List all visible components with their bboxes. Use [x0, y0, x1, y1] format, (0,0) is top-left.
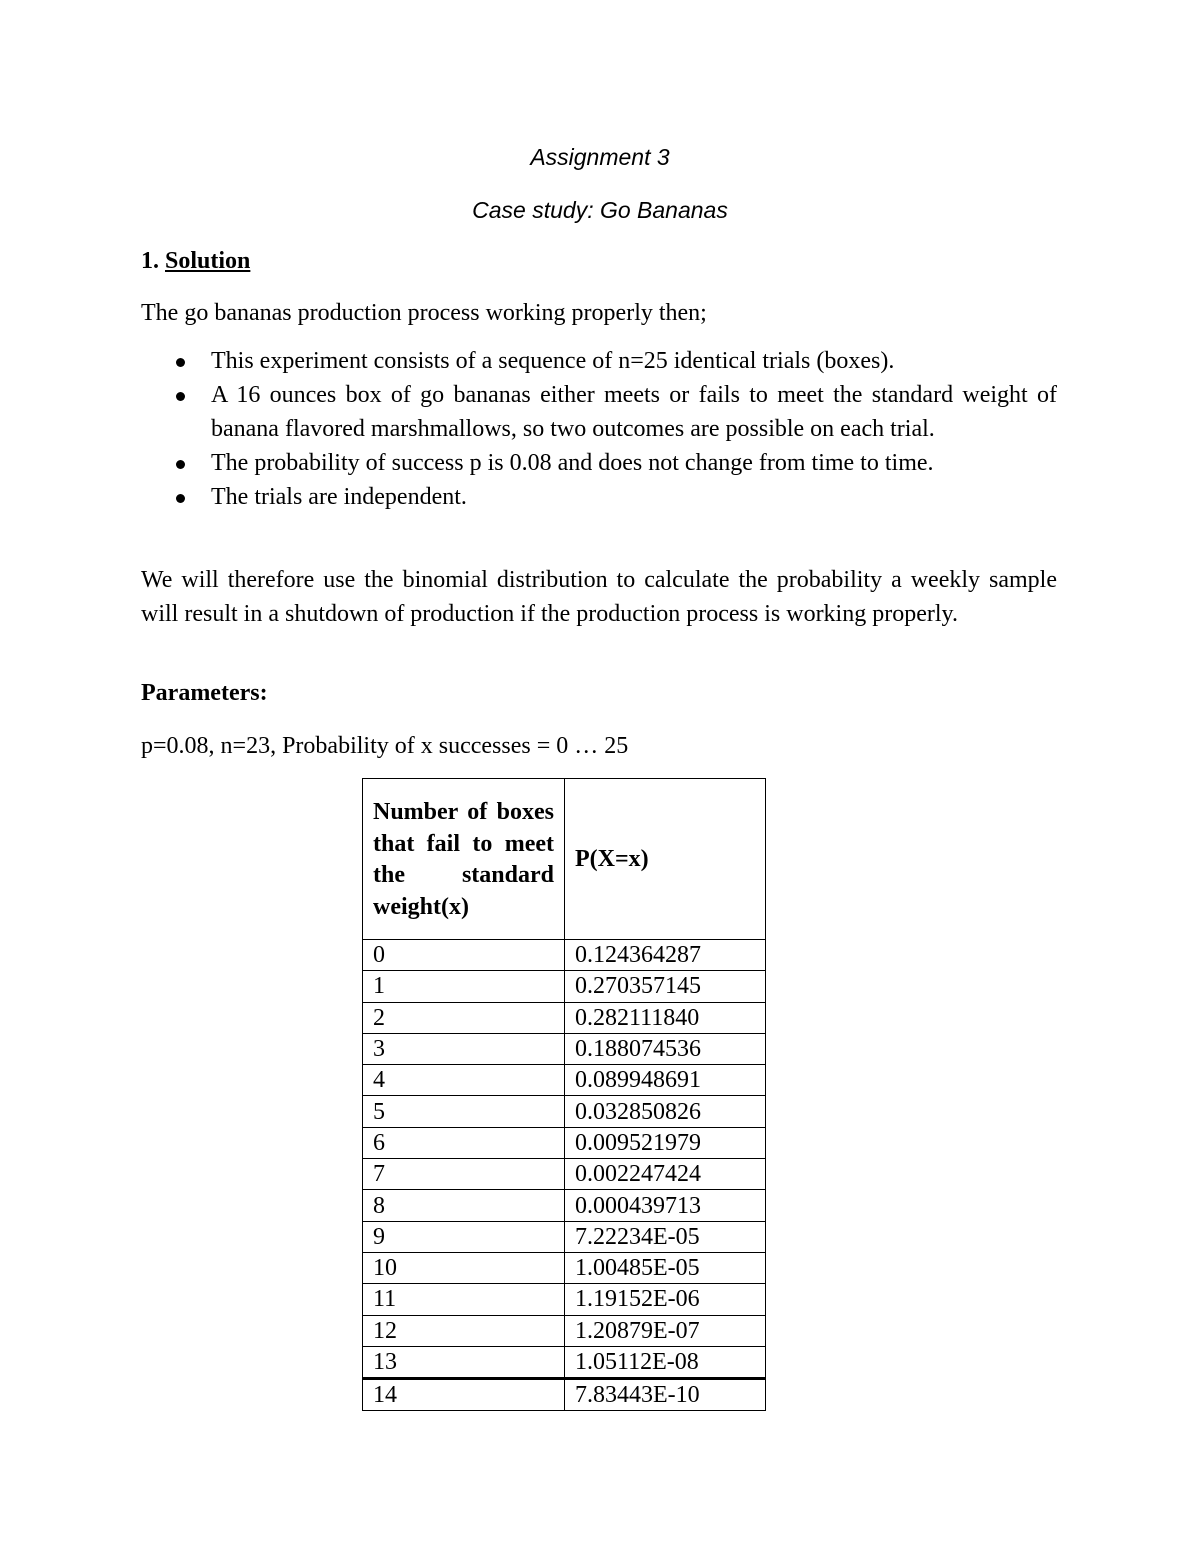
- conclusion-paragraph: We will therefore use the binomial distribution to calculate the probability a weekly sample will result in a shutdown of production if the production process is working properly.: [141, 567, 1057, 627]
- intro-paragraph: The go bananas production process working properly then;: [141, 300, 707, 326]
- parameters-line: p=0.08, n=23, Probability of x successes = 0 … 25: [141, 733, 629, 759]
- table-row: [363, 971, 766, 1002]
- table-row: [363, 1002, 766, 1033]
- cell-probability: 7.83443E-10: [565, 1379, 766, 1411]
- cell-x: 12: [363, 1315, 565, 1346]
- table-header-row: [363, 779, 766, 940]
- cell-probability: 0.282111840: [565, 1002, 766, 1033]
- table-row: [363, 1065, 766, 1096]
- table-row: [363, 1315, 766, 1346]
- cell-probability: 0.188074536: [565, 1033, 766, 1064]
- table-row: [363, 940, 766, 971]
- list-item: [141, 480, 1057, 514]
- table-row: [363, 1190, 766, 1221]
- bullet-icon: [176, 392, 185, 401]
- table-row: [363, 1159, 766, 1190]
- list-item-text: This experiment consists of a sequence of n=25 identical trials (boxes).: [211, 348, 895, 374]
- cell-probability: 0.089948691: [565, 1065, 766, 1096]
- cell-x: 6: [363, 1127, 565, 1158]
- cell-probability: 0.270357145: [565, 971, 766, 1002]
- table-row: [363, 1252, 766, 1283]
- bullet-icon: [176, 460, 185, 469]
- cell-x: 1: [363, 971, 565, 1002]
- list-item: [141, 446, 1057, 480]
- table-row: [363, 1096, 766, 1127]
- probability-table: [362, 778, 766, 1411]
- table-row: [363, 1221, 766, 1252]
- cell-x: 11: [363, 1284, 565, 1315]
- cell-probability: 0.002247424: [565, 1159, 766, 1190]
- section-heading-text: Solution: [165, 248, 251, 274]
- cell-x: 10: [363, 1252, 565, 1283]
- cell-probability: 1.05112E-08: [565, 1346, 766, 1378]
- bullet-icon: [176, 358, 185, 367]
- table-row: [363, 1284, 766, 1315]
- cell-probability: 1.19152E-06: [565, 1284, 766, 1315]
- document-subtitle: Case study: Go Bananas: [472, 197, 728, 223]
- list-item-text: The trials are independent.: [211, 484, 467, 510]
- cell-x: 13: [363, 1346, 565, 1378]
- list-item: [141, 378, 1057, 446]
- section-heading: [141, 248, 250, 275]
- cell-x: 3: [363, 1033, 565, 1064]
- assumptions-list: [141, 344, 1057, 514]
- table-row: [363, 1033, 766, 1064]
- section-number: 1.: [141, 248, 159, 274]
- column-header-x: Number of boxes that fail to meet the standard weight(x): [363, 779, 565, 940]
- cell-probability: 0.009521979: [565, 1127, 766, 1158]
- bullet-icon: [176, 494, 185, 503]
- cell-x: 8: [363, 1190, 565, 1221]
- document-title: Assignment 3: [530, 144, 670, 170]
- cell-probability: 1.20879E-07: [565, 1315, 766, 1346]
- cell-probability: 0.032850826: [565, 1096, 766, 1127]
- cell-probability: 0.124364287: [565, 940, 766, 971]
- cell-x: 4: [363, 1065, 565, 1096]
- cell-x: 2: [363, 1002, 565, 1033]
- parameters-label: Parameters:: [141, 680, 268, 706]
- list-item-text: A 16 ounces box of go bananas either meets or fails to meet the standard weight of banana flavored marshmallows, so two outcomes are possible on each trial.: [211, 382, 1057, 442]
- cell-x: 5: [363, 1096, 565, 1127]
- cell-x: 9: [363, 1221, 565, 1252]
- cell-probability: 0.000439713: [565, 1190, 766, 1221]
- cell-x: 0: [363, 940, 565, 971]
- table-row: [363, 1346, 766, 1378]
- cell-x: 7: [363, 1159, 565, 1190]
- column-header-probability: P(X=x): [565, 779, 766, 940]
- table-row: [363, 1127, 766, 1158]
- list-item: [141, 344, 1057, 378]
- list-item-text: The probability of success p is 0.08 and does not change from time to time.: [211, 450, 934, 476]
- cell-probability: 1.00485E-05: [565, 1252, 766, 1283]
- cell-probability: 7.22234E-05: [565, 1221, 766, 1252]
- cell-x: 14: [363, 1379, 565, 1411]
- table-row: [363, 1379, 766, 1411]
